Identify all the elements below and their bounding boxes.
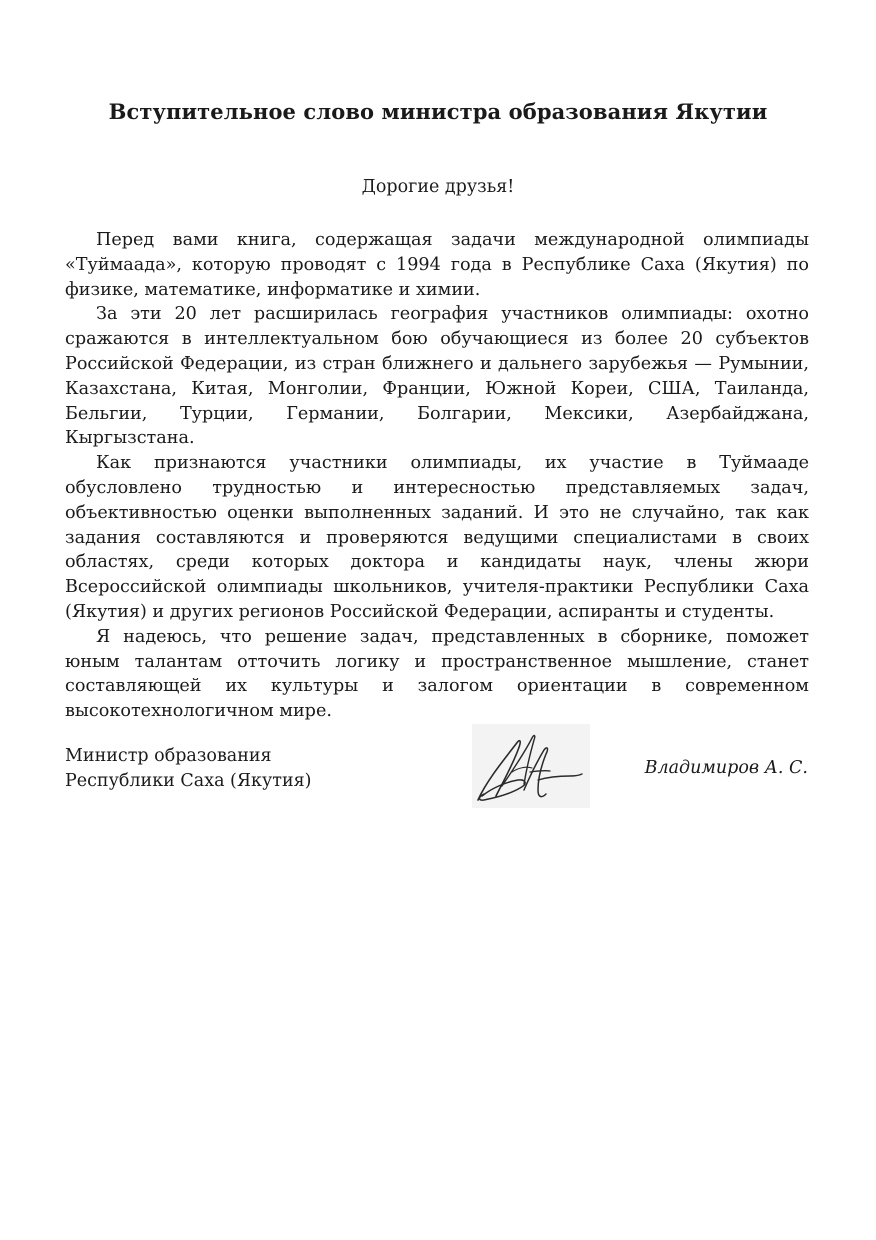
body-text <box>65 228 809 724</box>
signature-image <box>472 724 590 808</box>
paragraph: Как признаются участники олимпиады, их участие в Туймааде обусловлено трудностью и интересностью представляемых задач, объективностью оценки выполненных заданий. И это не случайно, так как задания составляются и проверяются ведущими специалистами в своих областях, среди которых доктора и кандидаты наук, члены жюри Всероссийской олимпиады школьников, учителя-практики Республики Саха (Якутия) и других регионов Российской Федерации, аспиранты и студенты. <box>65 453 809 622</box>
signature-icon <box>472 724 590 808</box>
position-line: Республики Саха (Якутия) <box>65 771 312 791</box>
paragraph: Перед вами книга, содержащая задачи международной олимпиады «Туймаада», которую проводят с 1994 года в Республике Саха (Якутия) по физике, математике, информатике и химии. <box>65 230 809 300</box>
signatory-name: Владимиров А. С. <box>644 758 808 778</box>
paragraph: За эти 20 лет расширилась география участников олимпиады: охотно сражаются в интеллектуальном бою обучающиеся из более 20 субъектов Российской Федерации, из стран ближнего и дальнего зарубежья — Румынии, Казахстана, Китая, Монголии, Франции, Южной Кореи, США, Таиланда, Бельгии, Турции, Германии, Болгарии, Мексики, Азербайджана, Кыргызстана. <box>65 304 809 449</box>
signatory-position <box>65 744 311 794</box>
paragraph: Я надеюсь, что решение задач, представленных в сборнике, поможет юным талантам отточить логику и пространственное мышление, станет составляющей их культуры и залогом ориентации в современном высокотехнологичном мире. <box>65 626 809 722</box>
page-title: Вступительное слово министра образования Якутии <box>108 99 768 124</box>
position-line: Министр образования <box>65 746 272 766</box>
greeting: Дорогие друзья! <box>361 177 515 197</box>
